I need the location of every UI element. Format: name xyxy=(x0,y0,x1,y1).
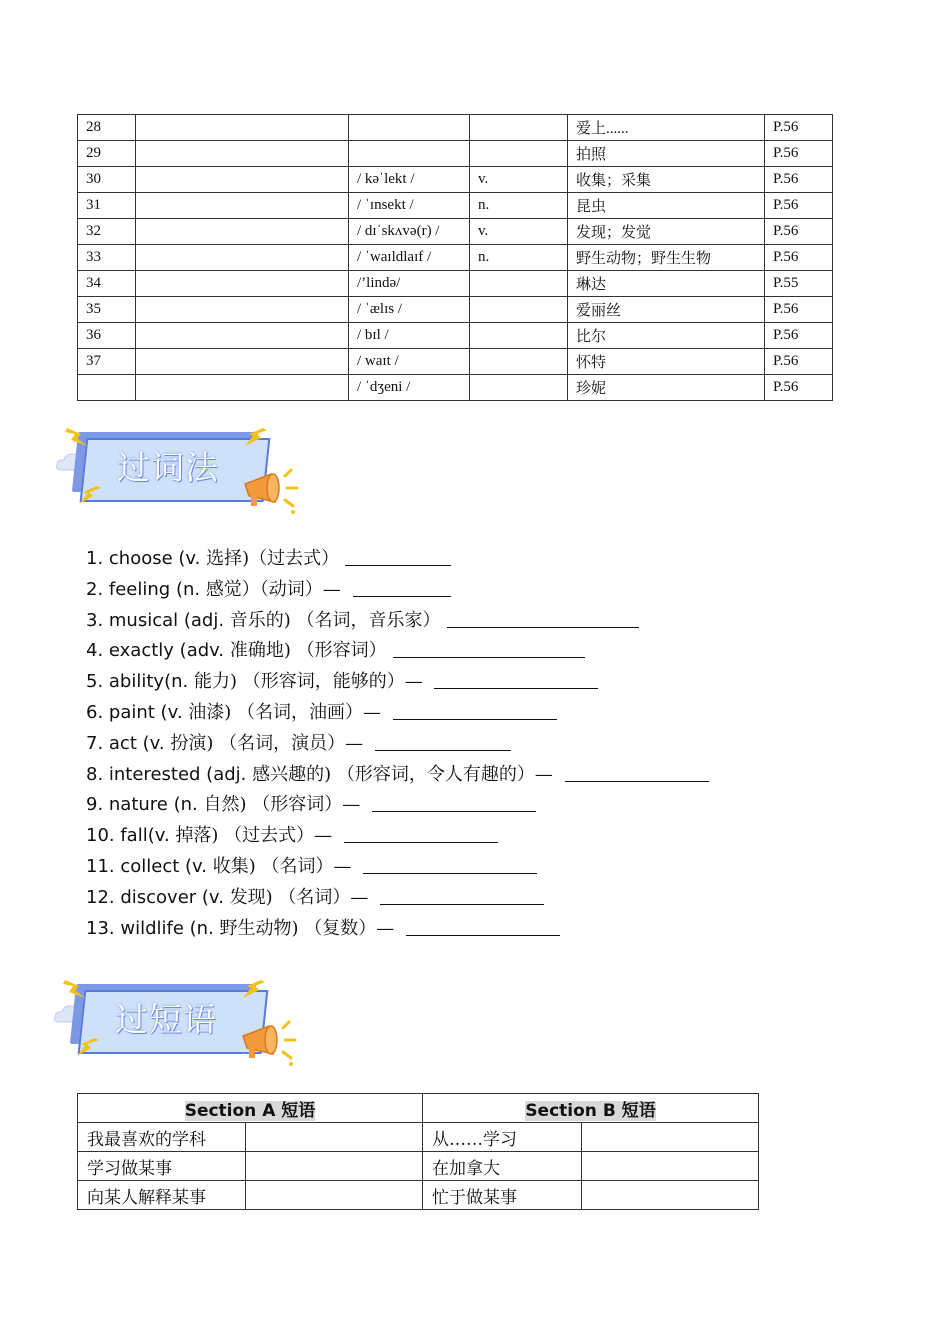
vocab-meaning: 比尔 xyxy=(568,323,765,349)
vocab-page: P.56 xyxy=(765,167,833,193)
vocab-row xyxy=(78,115,833,141)
lightning-icon xyxy=(77,486,103,506)
word-form-english: 3. musical (adj. xyxy=(86,609,230,631)
megaphone-icon xyxy=(241,466,299,516)
phrase-a-chinese: 学习做某事 xyxy=(78,1152,246,1181)
answer-blank[interactable] xyxy=(345,547,451,566)
vocab-page: P.56 xyxy=(765,297,833,323)
vocab-num: 36 xyxy=(78,323,136,349)
vocab-row xyxy=(78,219,833,245)
vocab-page: P.55 xyxy=(765,271,833,297)
vocab-pos xyxy=(470,141,568,167)
vocab-phonetic: / dɪˈskʌvə(r) / xyxy=(349,219,470,245)
word-form-item xyxy=(86,760,709,791)
vocab-word xyxy=(136,219,349,245)
vocab-row xyxy=(78,297,833,323)
vocab-row xyxy=(78,141,833,167)
vocab-meaning: 昆虫 xyxy=(568,193,765,219)
answer-blank[interactable] xyxy=(375,732,511,751)
lightning-icon xyxy=(241,980,267,1002)
phrase-b-answer[interactable] xyxy=(582,1123,759,1152)
vocab-pos xyxy=(470,349,568,375)
word-form-chinese: 发现) （名词）— xyxy=(229,886,375,908)
lightning-icon xyxy=(63,428,89,450)
vocab-phonetic: / ˈælɪs / xyxy=(349,297,470,323)
vocab-num: 37 xyxy=(78,349,136,375)
header-section-b: Section B 短语 xyxy=(423,1094,759,1123)
lightning-icon xyxy=(243,428,269,450)
vocab-num: 28 xyxy=(78,115,136,141)
vocab-row xyxy=(78,245,833,271)
vocab-page: P.56 xyxy=(765,349,833,375)
word-form-english: 7. act (v. xyxy=(86,732,171,754)
vocab-pos: v. xyxy=(470,219,568,245)
section-title-words: 过词法 xyxy=(117,448,219,487)
word-form-english: 8. interested (adj. xyxy=(86,763,253,785)
phrase-a-answer[interactable] xyxy=(246,1152,423,1181)
section-banner-phrases xyxy=(53,980,303,1070)
vocab-num: 31 xyxy=(78,193,136,219)
vocab-row xyxy=(78,167,833,193)
megaphone-icon xyxy=(239,1018,297,1068)
word-form-item xyxy=(86,852,709,883)
answer-blank[interactable] xyxy=(406,917,560,936)
vocab-word xyxy=(136,115,349,141)
vocab-meaning: 野生动物；野生生物 xyxy=(568,245,765,271)
vocab-meaning: 爱丽丝 xyxy=(568,297,765,323)
word-form-item xyxy=(86,790,709,821)
word-form-chinese: 油漆) （名词，油画）— xyxy=(188,701,387,723)
vocab-word xyxy=(136,167,349,193)
vocab-phonetic: / kəˈlekt / xyxy=(349,167,470,193)
vocab-num: 32 xyxy=(78,219,136,245)
lightning-icon xyxy=(61,980,87,1002)
phrases-header-row xyxy=(78,1094,759,1123)
vocab-meaning: 爱上...... xyxy=(568,115,765,141)
word-form-english: 10. fall(v. xyxy=(86,825,176,847)
word-form-item xyxy=(86,883,709,914)
phrases-table xyxy=(77,1093,759,1210)
word-form-chinese: 野生动物) （复数）— xyxy=(219,917,400,939)
vocab-num xyxy=(78,375,136,401)
phrase-row xyxy=(78,1181,759,1210)
vocab-phonetic xyxy=(349,141,470,167)
word-form-chinese: 感兴趣的) （形容词，令人有趣的）— xyxy=(252,763,559,785)
vocab-phonetic: / ˈdʒeni / xyxy=(349,375,470,401)
vocab-pos: n. xyxy=(470,193,568,219)
vocab-row xyxy=(78,271,833,297)
word-form-item xyxy=(86,606,709,637)
vocab-pos xyxy=(470,297,568,323)
vocab-word xyxy=(136,193,349,219)
vocab-phonetic: / ˈɪnsekt / xyxy=(349,193,470,219)
word-form-item xyxy=(86,821,709,852)
phrase-b-answer[interactable] xyxy=(582,1181,759,1210)
phrase-b-chinese: 忙于做某事 xyxy=(423,1181,582,1210)
vocab-meaning: 发现；发觉 xyxy=(568,219,765,245)
vocab-page: P.56 xyxy=(765,193,833,219)
vocab-page: P.56 xyxy=(765,245,833,271)
vocab-table xyxy=(77,114,833,401)
answer-blank[interactable] xyxy=(393,639,585,658)
vocab-meaning: 怀特 xyxy=(568,349,765,375)
lightning-icon xyxy=(75,1038,101,1058)
vocab-word xyxy=(136,245,349,271)
vocab-page: P.56 xyxy=(765,115,833,141)
phrase-a-chinese: 向某人解释某事 xyxy=(78,1181,246,1210)
answer-blank[interactable] xyxy=(363,855,537,874)
answer-blank[interactable] xyxy=(565,763,709,782)
word-form-chinese: 扮演) （名词，演员）— xyxy=(170,732,369,754)
vocab-num: 30 xyxy=(78,167,136,193)
vocab-phonetic: / ˈwaɪldlaɪf / xyxy=(349,245,470,271)
word-form-chinese: 收集) （名词）— xyxy=(212,855,358,877)
word-form-list xyxy=(86,544,709,944)
phrase-row xyxy=(78,1152,759,1181)
word-form-chinese: 自然) （形容词）— xyxy=(203,794,366,816)
phrase-row xyxy=(78,1123,759,1152)
vocab-row xyxy=(78,375,833,401)
phrase-a-answer[interactable] xyxy=(246,1181,423,1210)
word-form-item xyxy=(86,636,709,667)
word-form-item xyxy=(86,667,709,698)
vocab-pos xyxy=(470,323,568,349)
word-form-chinese: 能力) （形容词，能够的）— xyxy=(193,671,429,693)
word-form-english: 1. choose (v. xyxy=(86,548,207,569)
word-form-item xyxy=(86,729,709,760)
vocab-pos xyxy=(470,115,568,141)
vocab-phonetic: / waɪt / xyxy=(349,349,470,375)
vocab-meaning: 珍妮 xyxy=(568,375,765,401)
word-form-english: 2. feeling (n. xyxy=(86,578,206,600)
word-form-english: 9. nature (n. xyxy=(86,794,204,816)
section-banner-words xyxy=(55,428,305,518)
word-form-item xyxy=(86,698,709,729)
word-form-item xyxy=(86,914,709,945)
vocab-row xyxy=(78,349,833,375)
word-form-english: 4. exactly (adv. xyxy=(86,640,230,662)
phrase-b-answer[interactable] xyxy=(582,1152,759,1181)
answer-blank[interactable] xyxy=(447,609,639,628)
vocab-meaning: 收集；采集 xyxy=(568,167,765,193)
answer-blank[interactable] xyxy=(353,578,451,597)
vocab-phonetic: /’lində/ xyxy=(349,271,470,297)
vocab-word xyxy=(136,323,349,349)
section-title-phrases: 过短语 xyxy=(115,1000,217,1039)
vocab-pos: n. xyxy=(470,245,568,271)
word-form-chinese: 感觉）（动词）— xyxy=(205,578,347,600)
vocab-num: 34 xyxy=(78,271,136,297)
vocab-word xyxy=(136,375,349,401)
answer-blank[interactable] xyxy=(393,701,557,720)
word-form-english: 12. discover (v. xyxy=(86,886,230,908)
answer-blank[interactable] xyxy=(380,886,544,905)
vocab-phonetic: / bɪl / xyxy=(349,323,470,349)
vocab-word xyxy=(136,271,349,297)
answer-blank[interactable] xyxy=(372,793,536,812)
vocab-phonetic xyxy=(349,115,470,141)
phrase-a-chinese: 我最喜欢的学科 xyxy=(78,1123,246,1152)
vocab-pos xyxy=(470,375,568,401)
vocab-row xyxy=(78,193,833,219)
word-form-english: 13. wildlife (n. xyxy=(86,917,220,939)
answer-blank[interactable] xyxy=(434,670,598,689)
word-form-english: 11. collect (v. xyxy=(86,855,213,877)
word-form-chinese: 准确地) （形容词） xyxy=(229,640,387,662)
vocab-meaning: 拍照 xyxy=(568,141,765,167)
word-form-english: 6. paint (v. xyxy=(86,701,189,723)
word-form-item xyxy=(86,544,709,575)
vocab-pos xyxy=(470,271,568,297)
vocab-num: 33 xyxy=(78,245,136,271)
vocab-word xyxy=(136,297,349,323)
word-form-chinese: 音乐的) （名词，音乐家） xyxy=(229,609,441,631)
word-form-chinese: 掉落) （过去式）— xyxy=(175,825,338,847)
phrase-a-answer[interactable] xyxy=(246,1123,423,1152)
vocab-page: P.56 xyxy=(765,323,833,349)
phrase-b-chinese: 从……学习 xyxy=(423,1123,582,1152)
vocab-pos: v. xyxy=(470,167,568,193)
phrase-b-chinese: 在加拿大 xyxy=(423,1152,582,1181)
word-form-chinese: 选择)（过去式） xyxy=(206,548,340,569)
vocab-page: P.56 xyxy=(765,219,833,245)
vocab-num: 35 xyxy=(78,297,136,323)
vocab-word xyxy=(136,141,349,167)
vocab-page: P.56 xyxy=(765,375,833,401)
vocab-num: 29 xyxy=(78,141,136,167)
word-form-english: 5. ability(n. xyxy=(86,671,194,693)
header-section-a: Section A 短语 xyxy=(78,1094,423,1123)
word-form-item xyxy=(86,575,709,606)
vocab-word xyxy=(136,349,349,375)
vocab-meaning: 琳达 xyxy=(568,271,765,297)
answer-blank[interactable] xyxy=(344,824,498,843)
vocab-page: P.56 xyxy=(765,141,833,167)
vocab-row xyxy=(78,323,833,349)
